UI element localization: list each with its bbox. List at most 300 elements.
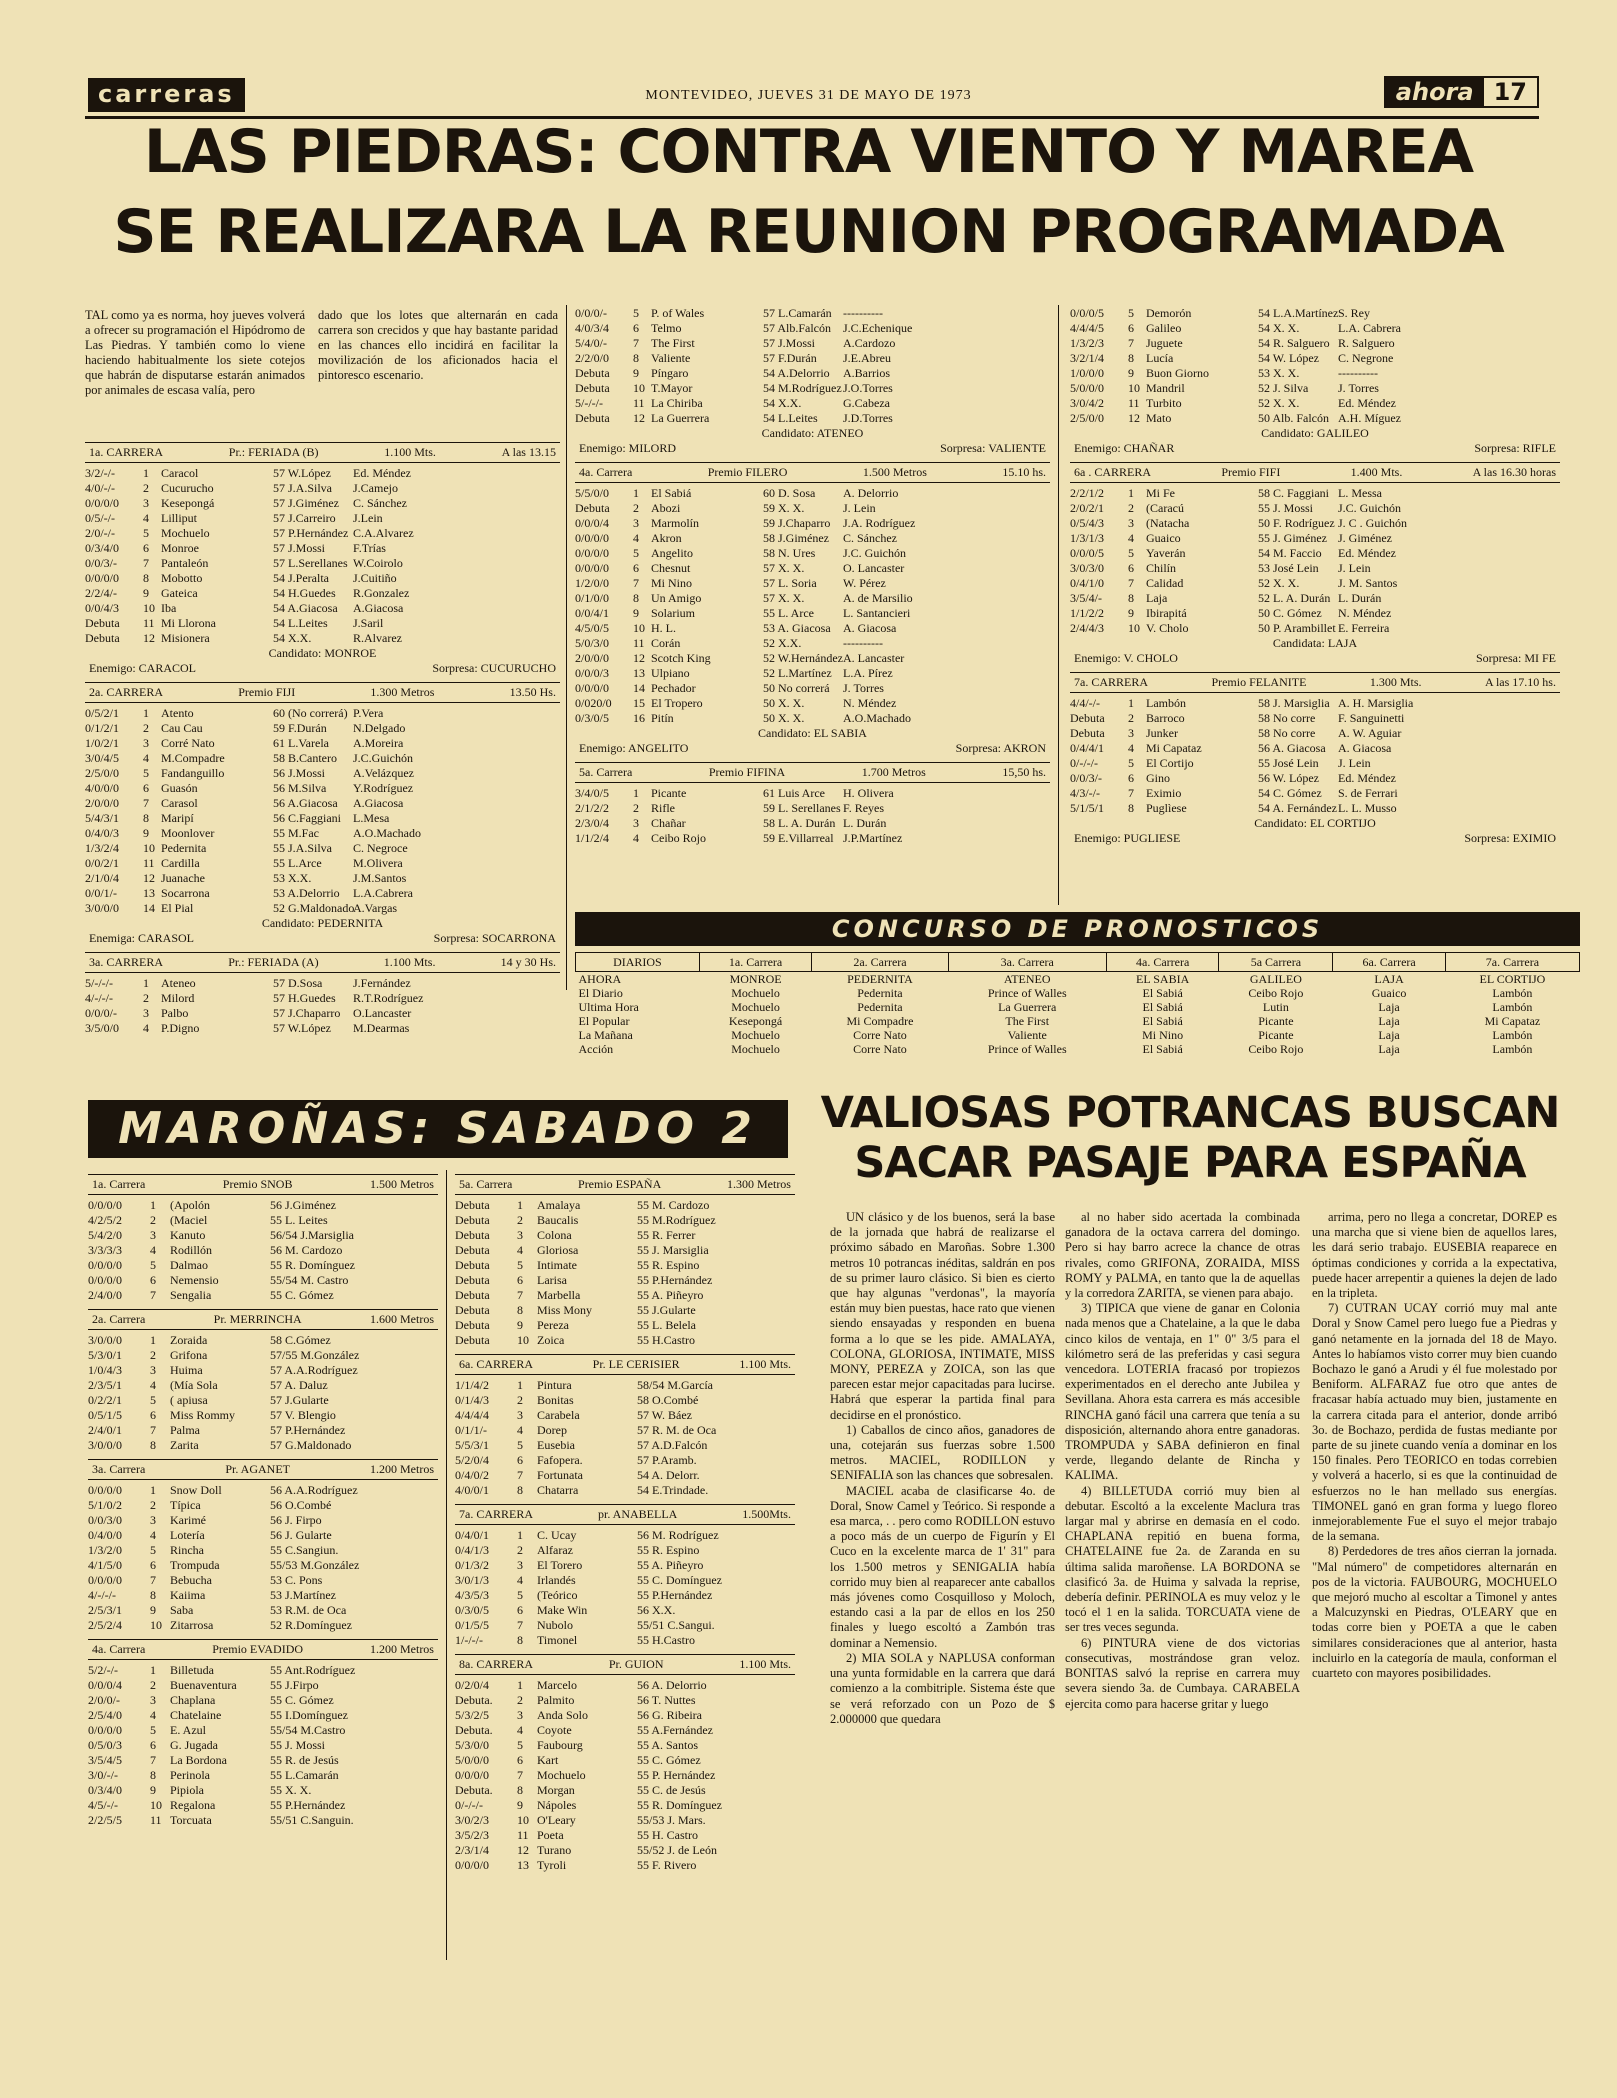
entry-cell: 54 J.Peralta <box>273 571 329 585</box>
entry-row <box>85 871 560 886</box>
entry-row <box>88 1753 438 1768</box>
entry-cell: 0/0/0/0 <box>88 1573 123 1587</box>
entry-cell: 55 J.A.Silva <box>273 841 333 855</box>
entry-cell: Mochuelo <box>537 1768 586 1782</box>
headline-line-2: SE REALIZARA LA REUNION PROGRAMADA <box>113 197 1504 267</box>
entry-cell: 4 <box>517 1243 523 1257</box>
entry-cell: Fortunata <box>537 1468 583 1482</box>
concurso-header-cell: 4a. Carrera <box>1106 953 1219 972</box>
entry-cell: 4 <box>517 1573 523 1587</box>
entry-cell: Mandril <box>1146 381 1185 395</box>
entry-cell: 55 X. X. <box>270 1783 312 1797</box>
entry-row <box>1070 561 1560 576</box>
entry-cell: Mi Llorona <box>161 616 216 630</box>
entry-cell: Tyroli <box>537 1858 567 1872</box>
entry-cell: Caracol <box>161 466 199 480</box>
entry-cell: (Maciel <box>170 1213 208 1227</box>
entry-cell: Eximio <box>1146 786 1182 800</box>
entry-row <box>88 1663 438 1678</box>
entry-cell: 58/54 M.García <box>637 1378 713 1392</box>
concurso-cell: Lambón <box>1492 1028 1533 1042</box>
entry-cell: El Pial <box>161 901 194 915</box>
entry-cell: S. Rey <box>1338 306 1371 320</box>
race-block <box>1070 306 1560 456</box>
concurso-cell: Prince of Walles <box>987 986 1067 1000</box>
entry-row <box>1070 726 1560 741</box>
concurso-header-cell: 3a. Carrera <box>948 953 1106 972</box>
race-header-field: Pr.: FERIADA (A) <box>228 955 319 969</box>
entry-cell: 8 <box>517 1783 523 1797</box>
entry-cell: 0/1/1/- <box>455 1423 487 1437</box>
entry-cell: Angelito <box>651 546 693 560</box>
race-header-field: 6a. CARRERA <box>459 1357 534 1371</box>
entry-cell: 4 <box>1128 531 1134 545</box>
entry-cell: 1 <box>150 1663 156 1677</box>
entry-cell: 0/0/0/0 <box>85 571 120 585</box>
entry-cell: 4/-/-/- <box>88 1588 116 1602</box>
concurso-title: CONCURSO DE PRONOSTICOS <box>575 912 1580 946</box>
entry-cell: 57 R. M. de Oca <box>637 1423 717 1437</box>
entry-cell: Chaplana <box>170 1693 216 1707</box>
entry-cell: Calidad <box>1146 576 1184 590</box>
entry-cell: Valiente <box>651 351 691 365</box>
entry-cell: 1/1/4/2 <box>455 1378 490 1392</box>
entry-cell: 6 <box>143 541 149 555</box>
entry-cell: 2/0/0/0 <box>85 796 120 810</box>
entry-cell: P.Vera <box>353 706 384 720</box>
entry-cell: 10 <box>1128 621 1140 635</box>
race-header-field: 15,50 hs. <box>1002 765 1046 779</box>
enemy-label: Enemiga: CARASOL <box>89 931 194 945</box>
enemy-label: Enemigo: PUGLIESE <box>1074 831 1181 845</box>
entry-cell: 57 L.Camarán <box>763 306 832 320</box>
entry-cell: 57 G.Maldonado <box>270 1438 352 1452</box>
entry-cell: Yaverán <box>1146 546 1186 560</box>
entry-cell: A.O.Machado <box>843 711 911 725</box>
entry-cell: 1/2/0/0 <box>575 576 610 590</box>
entry-row <box>85 601 560 616</box>
entry-cell: 55 José Lein <box>1258 756 1319 770</box>
entry-cell: 3 <box>150 1513 156 1527</box>
entry-row <box>455 1708 795 1723</box>
race-header-field: 1.400 Mts. <box>1350 465 1403 479</box>
entry-cell: 4/4/-/- <box>1070 696 1100 710</box>
entry-row <box>575 696 1050 711</box>
entry-cell: Zitarrosa <box>170 1618 214 1632</box>
entry-cell: (Natacha <box>1146 516 1190 530</box>
entry-cell: 56 J.Giménez <box>270 1198 336 1212</box>
entry-cell: Marbella <box>537 1288 581 1302</box>
entry-cell: 0/1/2/1 <box>85 721 120 735</box>
entry-cell: Pipiola <box>170 1783 205 1797</box>
entry-cell: Ibirapitá <box>1146 606 1187 620</box>
article-title-line-2: SACAR PASAJE PARA ESPAÑA <box>854 1138 1526 1188</box>
entry-cell: 56 A. Giacosa <box>1258 741 1326 755</box>
entry-cell: 4 <box>143 751 149 765</box>
entry-cell: N. Méndez <box>1338 606 1392 620</box>
race-header-field: 1a. CARRERA <box>89 445 164 459</box>
entry-cell: Anda Solo <box>537 1708 588 1722</box>
race-block <box>88 1309 438 1453</box>
entry-cell: 5/4/3/1 <box>85 811 120 825</box>
entry-cell: Lucía <box>1146 351 1174 365</box>
entry-cell: 9 <box>143 586 149 600</box>
entry-cell: J. Torres <box>843 681 884 695</box>
entry-cell: 55 P.Hernández <box>270 1798 346 1812</box>
entry-cell: Amalaya <box>537 1198 581 1212</box>
entry-cell: Mobotto <box>161 571 203 585</box>
race-header <box>85 952 560 973</box>
race-block <box>575 462 1050 756</box>
entry-cell: Socarrona <box>161 886 210 900</box>
race-header-field: 6a . CARRERA <box>1074 465 1152 479</box>
entry-cell: 1/3/2/0 <box>88 1543 123 1557</box>
concurso-cell: Mi Capataz <box>1484 1014 1541 1028</box>
entry-cell: 9 <box>633 366 639 380</box>
entry-cell: 0/0/0/0 <box>88 1483 123 1497</box>
entry-cell: Pechador <box>651 681 696 695</box>
entry-cell: T.Mayor <box>651 381 693 395</box>
race-block <box>85 682 560 946</box>
entry-row <box>1070 786 1560 801</box>
entry-cell: Buenaventura <box>170 1678 237 1692</box>
entry-cell: 2/4/0/1 <box>88 1423 123 1437</box>
entry-cell: 2 <box>143 721 149 735</box>
entry-cell: 57 A.D.Falcón <box>637 1438 708 1452</box>
entry-cell: C. Ucay <box>537 1528 577 1542</box>
entry-cell: J.Saril <box>353 616 384 630</box>
entry-cell: 3 <box>517 1558 523 1572</box>
entry-cell: W. Pérez <box>843 576 886 590</box>
entry-cell: N. Méndez <box>843 696 897 710</box>
concurso-cell: Pedernita <box>857 986 903 1000</box>
entry-cell: 0/0/0/3 <box>575 666 610 680</box>
entry-cell: 5/1/0/2 <box>88 1498 123 1512</box>
entry-row <box>1070 381 1560 396</box>
concurso-cell: Lambón <box>1492 1000 1533 1014</box>
entry-cell: Un Amigo <box>651 591 702 605</box>
entry-cell: 55 P.Hernández <box>637 1588 713 1602</box>
entry-cell: Eusebia <box>537 1438 575 1452</box>
race-header-field: 1.300 Mts. <box>1369 675 1422 689</box>
race-header <box>455 1174 795 1195</box>
entry-cell: Faubourg <box>537 1738 583 1752</box>
entry-cell: 55 L.Camarán <box>270 1768 339 1782</box>
entry-cell: Lambón <box>1146 696 1186 710</box>
entry-cell: Debuta. <box>455 1693 493 1707</box>
race-header-field: 1.100 Mts. <box>384 445 436 459</box>
entry-row <box>575 561 1050 576</box>
entry-cell: 55 J. Giménez <box>1258 531 1327 545</box>
entry-cell: 0/5/0/3 <box>88 1738 123 1752</box>
entry-cell: C. Sánchez <box>353 496 407 510</box>
race-header <box>88 1639 438 1660</box>
article-paragraph: arrima, pero no llega a concretar, DOREP es una marcha que si viene bien de aquellos lares, les dará serio trabajo. EUSEBIA reaparece en óptimas condiciones y corrida a la expectativa, puede hacer arrepentir a quienes la dejen de lado en la tripleta. <box>1312 1210 1557 1301</box>
entry-row <box>575 636 1050 651</box>
enemy-label: Enemigo: V. CHOLO <box>1074 651 1178 665</box>
entry-cell: A.Vargas <box>353 901 398 915</box>
maronas-column-2 <box>455 1170 795 1879</box>
entry-row <box>88 1258 438 1273</box>
enemy-surprise-line <box>575 441 1050 456</box>
entry-cell: 1 <box>517 1198 523 1212</box>
entry-row <box>575 531 1050 546</box>
entry-cell: Rincha <box>170 1543 204 1557</box>
entry-row <box>575 501 1050 516</box>
entry-cell: 5 <box>517 1258 523 1272</box>
entry-cell: 0/1/4/3 <box>455 1393 490 1407</box>
entry-cell: 58 C.Gómez <box>270 1333 331 1347</box>
intro-left: TAL como ya es norma, hoy jueves volverá a ofrecer su programación el Hipódromo de Las Piedras. Y también como lo viene haciendo habitualmente los siete cotejos que habrán de disputarse estarán animados por animales de escasa valía, pero <box>85 308 305 397</box>
entry-cell: 55/51 C.Sangui. <box>637 1618 715 1632</box>
entry-cell: 3/0/2/3 <box>455 1813 490 1827</box>
entry-row <box>88 1588 438 1603</box>
entry-row <box>88 1423 438 1438</box>
entry-cell: Debuta <box>455 1243 490 1257</box>
entry-row <box>575 411 1050 426</box>
race-header-field: Pr. MERRINCHA <box>213 1312 302 1326</box>
entry-cell: 0/4/0/3 <box>85 826 120 840</box>
entry-cell: Saba <box>170 1603 194 1617</box>
entry-cell: 0/0/0/0 <box>575 561 610 575</box>
entry-row <box>88 1528 438 1543</box>
entry-cell: 52 X.X. <box>763 636 802 650</box>
entry-row <box>88 1333 438 1348</box>
entry-cell: 3 <box>1128 516 1134 530</box>
entry-cell: 1 <box>633 486 639 500</box>
entry-cell: 2/1/2/2 <box>575 801 610 815</box>
entry-cell: Ed. Méndez <box>353 466 411 480</box>
entry-cell: Mochuelo <box>161 526 210 540</box>
entry-cell: 8 <box>517 1303 523 1317</box>
concurso-cell: Laja <box>1378 1042 1400 1056</box>
entry-cell: 55/54 M.Castro <box>270 1723 346 1737</box>
race-header-field: A las 13.15 <box>501 445 556 459</box>
entry-cell: Guaico <box>1146 531 1181 545</box>
entry-cell: J.D.Torres <box>843 411 893 425</box>
entry-cell: 58 C. Faggiani <box>1258 486 1329 500</box>
entry-cell: 3/0/4/2 <box>1070 396 1105 410</box>
entry-cell: P. of Wales <box>651 306 705 320</box>
race-header-field: A las 16.30 horas <box>1472 465 1556 479</box>
entry-cell: Ed. Méndez <box>1338 546 1396 560</box>
race-block <box>575 762 1050 846</box>
entry-cell: Carasol <box>161 796 198 810</box>
entry-cell: 0/0/3/- <box>1070 771 1102 785</box>
entry-cell: 3/2/-/- <box>85 466 115 480</box>
entry-cell: Debuta <box>85 631 120 645</box>
entry-cell: 7 <box>1128 786 1134 800</box>
entry-row <box>88 1363 438 1378</box>
entry-cell: 9 <box>1128 606 1134 620</box>
entry-cell: 56 X.X. <box>637 1603 676 1617</box>
entry-cell: 53 José Lein <box>1258 561 1319 575</box>
entry-cell: 1 <box>517 1678 523 1692</box>
entry-cell: 57 W.López <box>273 466 331 480</box>
entry-row <box>88 1408 438 1423</box>
entry-cell: 4/0/3/4 <box>575 321 610 335</box>
entry-cell: 7 <box>143 556 149 570</box>
entry-cell: Debuta <box>575 411 610 425</box>
race-header-field: Premio FILERO <box>707 465 788 479</box>
entry-cell: A. Giacosa <box>1338 741 1392 755</box>
entry-cell: 13 <box>517 1858 529 1872</box>
entry-row <box>85 976 560 991</box>
entry-cell: 57 V. Blengio <box>270 1408 336 1422</box>
entry-cell: 5 <box>143 526 149 540</box>
entry-cell: 58 No corre <box>1258 711 1316 725</box>
entry-cell: 1/0/4/3 <box>88 1363 123 1377</box>
entry-cell: El Cortijo <box>1146 756 1194 770</box>
race-header-field: 1.300 Metros <box>726 1177 791 1191</box>
entry-cell: Miss Rommy <box>170 1408 236 1422</box>
entry-cell: 61 Luis Arce <box>763 786 825 800</box>
entry-row <box>88 1798 438 1813</box>
entry-cell: Marcelo <box>537 1678 577 1692</box>
entry-cell: 53 X.X. <box>273 871 312 885</box>
entry-row <box>85 826 560 841</box>
entry-cell: 8 <box>150 1588 156 1602</box>
article-column-2 <box>1065 1210 1300 1712</box>
entry-cell: ( apiusa <box>170 1393 208 1407</box>
race-block <box>1070 672 1560 846</box>
entry-row <box>455 1483 795 1498</box>
concurso-cell: El Popular <box>578 1014 630 1028</box>
entry-cell: Misionera <box>161 631 210 645</box>
entry-cell: Alfaraz <box>537 1543 573 1557</box>
entry-cell: Debuta. <box>455 1783 493 1797</box>
race-header-field: 1.200 Metros <box>370 1462 434 1476</box>
entry-cell: C.A.Alvarez <box>353 526 414 540</box>
race-header <box>575 462 1050 483</box>
entry-cell: 3/0/4/5 <box>85 751 120 765</box>
candidate-line: Candidato: MONROE <box>268 646 377 660</box>
entry-cell: J. Lein <box>843 501 876 515</box>
entry-cell: ---------- <box>843 306 883 320</box>
entry-cell: 55 C. Domínguez <box>637 1573 722 1587</box>
entry-cell: Chilín <box>1146 561 1177 575</box>
entry-row <box>88 1273 438 1288</box>
entry-cell: Debuta <box>1070 726 1105 740</box>
entry-cell: Zoica <box>537 1333 565 1347</box>
entry-cell: 2 <box>143 991 149 1005</box>
entry-cell: 2 <box>1128 711 1134 725</box>
race-header-field: 1.600 Metros <box>370 1312 434 1326</box>
concurso-cell: Lambón <box>1492 986 1533 1000</box>
entry-cell: Cau Cau <box>161 721 203 735</box>
entry-row <box>1070 696 1560 711</box>
entry-cell: L.A. Cabrera <box>1338 321 1401 335</box>
race-header <box>455 1654 795 1675</box>
entry-cell: 57 J.Carreiro <box>273 511 336 525</box>
entry-cell: 2 <box>150 1213 156 1227</box>
entry-cell: 3 <box>143 496 149 510</box>
entry-row <box>455 1228 795 1243</box>
entry-cell: 58 No corre <box>1258 726 1316 740</box>
entry-row <box>88 1348 438 1363</box>
surprise-label: Sorpresa: MI FE <box>1476 651 1556 665</box>
concurso-cell: ATENEO <box>1003 972 1051 986</box>
entry-cell: 6 <box>1128 561 1134 575</box>
entry-cell: 54 X. X. <box>1258 321 1300 335</box>
entry-cell: 55 I.Domínguez <box>270 1708 348 1722</box>
entry-cell: 2 <box>517 1543 523 1557</box>
entry-cell: 12 <box>143 631 155 645</box>
entry-cell: 3/0/0/0 <box>88 1333 123 1347</box>
entry-cell: 58 J.Giménez <box>763 531 829 545</box>
entry-row <box>1070 591 1560 606</box>
entry-cell: 57 H.Guedes <box>273 991 336 1005</box>
entry-cell: A. H. Marsiglia <box>1338 696 1414 710</box>
entry-cell: Lotería <box>170 1528 205 1542</box>
entry-cell: 2/2/5/5 <box>88 1813 123 1827</box>
entry-cell: Mi Capataz <box>1146 741 1202 755</box>
entry-cell: 9 <box>150 1783 156 1797</box>
entry-cell: La Chiriba <box>651 396 703 410</box>
entry-cell: 1/0/0/0 <box>1070 366 1105 380</box>
entry-cell: 56 M. Rodríguez <box>637 1528 719 1542</box>
entry-cell: Turbito <box>1146 396 1182 410</box>
entry-cell: 13 <box>633 666 645 680</box>
entry-row <box>455 1258 795 1273</box>
entry-row <box>85 736 560 751</box>
entry-cell: 55/52 J. de León <box>637 1843 717 1857</box>
entry-cell: 4/0/0/1 <box>455 1483 490 1497</box>
entry-cell: Nubolo <box>537 1618 573 1632</box>
entry-cell: A.Barrios <box>843 366 890 380</box>
entry-cell: El Tropero <box>651 696 703 710</box>
entry-row <box>455 1528 795 1543</box>
entry-cell: Palmito <box>537 1693 575 1707</box>
entry-row <box>88 1543 438 1558</box>
article-paragraph: 7) CUTRAN UCAY corrió muy mal ante Doral y Snow Camel pero luego fue a Piedras y ganó netamente en la jornada del 18 de Mayo. Antes lo habíamos visto correr muy bien cuando Bochazo le ganó a Arudi y él fue molestado por Beniform. ALFARAZ fue otro que antes de fracasar había actuado muy bien, justamente en la carrera citada para el anterior, donde arribó 3o. de Bochazo, perdida de fustas mediante por parte de su jinete cuando venía a dominar en los 150 finales. Pero TEORICO en todas correbien y volverá a hacerlo, si es que la continuidad de esfuerzos no le han mellado sus energías. TIMONEL ganó en gran forma y luego floreo inmejorablemente Fue el suyo el mejor trabajo de la semana. <box>1312 1301 1557 1544</box>
entry-cell: 5/1/5/1 <box>1070 801 1105 815</box>
entry-cell: 2/5/2/4 <box>88 1618 123 1632</box>
entry-row <box>575 336 1050 351</box>
race-header-field: 2a. CARRERA <box>89 685 164 699</box>
entry-cell: Ed. Méndez <box>1338 771 1396 785</box>
concurso-header-cell: DIARIOS <box>576 953 700 972</box>
entry-cell: Lilliput <box>161 511 197 525</box>
entry-cell: 0/5/-/- <box>85 511 115 525</box>
entry-cell: 0/3/0/5 <box>575 711 610 725</box>
entry-cell: J.C. Guichón <box>1338 501 1401 515</box>
entry-row <box>88 1618 438 1633</box>
entry-cell: Debuta <box>575 501 610 515</box>
entry-cell: 2/4/0/0 <box>88 1288 123 1302</box>
entry-cell: 6 <box>517 1273 523 1287</box>
concurso-cell: The First <box>1005 1014 1050 1028</box>
concurso-cell: LAJA <box>1374 972 1404 986</box>
entry-cell: 10 <box>633 381 645 395</box>
entry-cell: 55 A. Piñeyro <box>637 1288 704 1302</box>
entry-cell: 55 C.Sangiun. <box>270 1543 339 1557</box>
entry-cell: 10 <box>517 1333 529 1347</box>
entry-cell: 3/4/0/5 <box>575 786 610 800</box>
entry-cell: Debuta <box>455 1213 490 1227</box>
concurso-cell: Ultima Hora <box>578 1000 639 1014</box>
entry-cell: 2/5/0/0 <box>1070 411 1105 425</box>
entry-cell: J. C . Guichón <box>1338 516 1407 530</box>
race-header-field: 1.100 Mts. <box>739 1657 791 1671</box>
entry-cell: 55 J. Marsiglia <box>637 1243 709 1257</box>
entry-row <box>575 816 1050 831</box>
entry-row <box>1070 711 1560 726</box>
entry-cell: Zarita <box>170 1438 199 1452</box>
entry-cell: Debuta <box>575 366 610 380</box>
enemy-surprise-line <box>1070 651 1560 666</box>
race-header-field: 13.50 Hs. <box>509 685 556 699</box>
